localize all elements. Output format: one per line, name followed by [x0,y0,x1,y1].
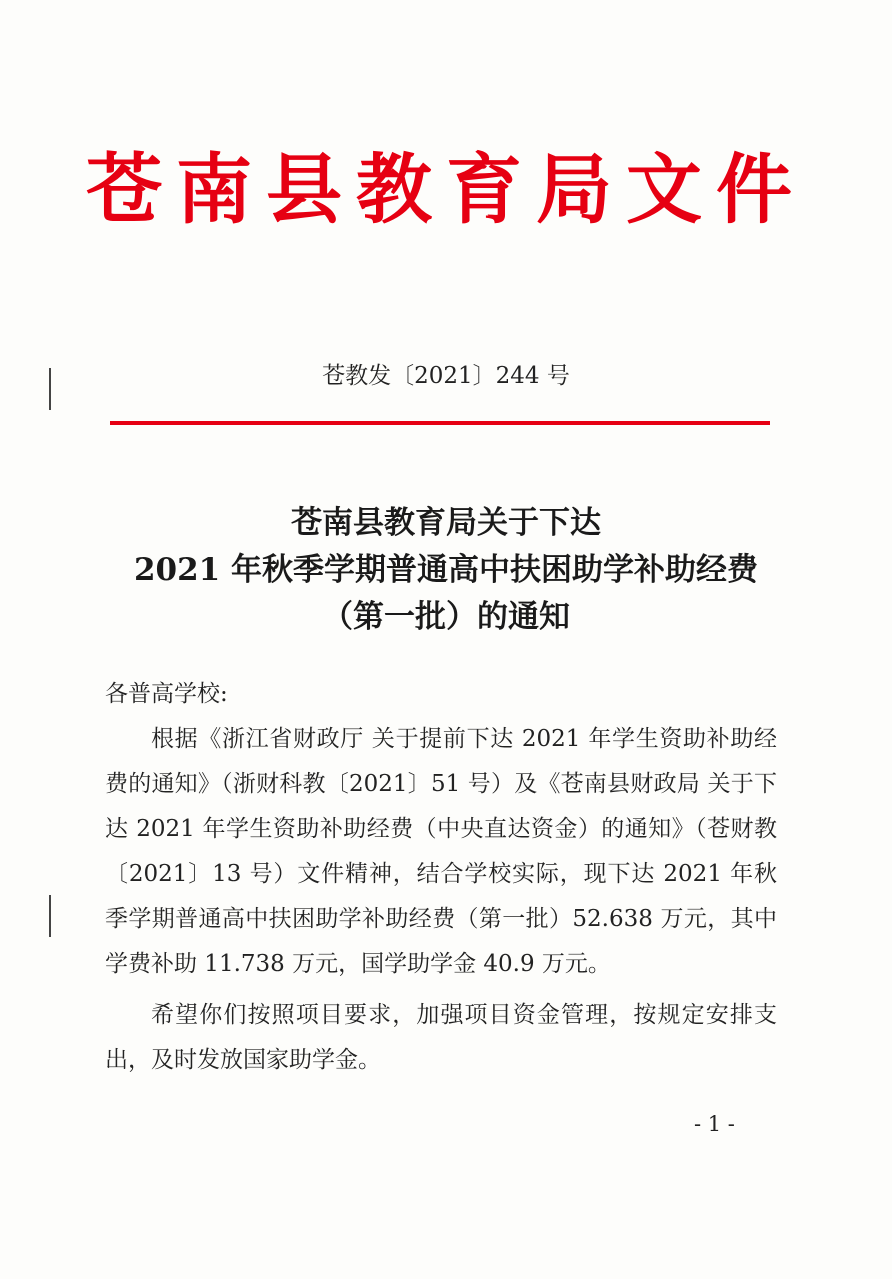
document-number: 苍教发〔2021〕244 号 [322,363,570,389]
document-title [0,500,892,641]
document-title-line-2: 2021 年秋季学期普通高中扶困助学补助经费 [133,552,759,588]
red-separator-line [110,421,770,425]
document-title-line-3: （第一批）的通知 [322,599,570,635]
document-body [105,672,777,1083]
document-title-line-1: 苍南县教育局关于下达 [291,505,601,541]
body-paragraph-2: 希望你们按照项目要求，加强项目资金管理，按规定安排支出，及时发放国家助学金。 [105,1002,777,1073]
salutation: 各普高学校: [105,681,228,707]
body-paragraph-1: 根据《浙江省财政厅 关于提前下达 2021 年学生资助补助经费的通知》（浙财科教〔2021〕51 号）及《苍南县财政局 关于下达 2021 年学生资助补助经费（中央直达资金）的通知》（苍财教〔2021〕13 号）文件精神，结合学校实际，现下达 2021 年秋季学期普通高中扶困助学补助经费（第一批）52.638 万元，其中学费补助 11.738 万元，国学助学金 40.9 万元。 [105,726,777,977]
margin-binding-mark [49,895,51,937]
issuer-header-title: 苍南县教育局文件 [86,145,806,234]
page-number: - 1 - [694,1112,735,1136]
